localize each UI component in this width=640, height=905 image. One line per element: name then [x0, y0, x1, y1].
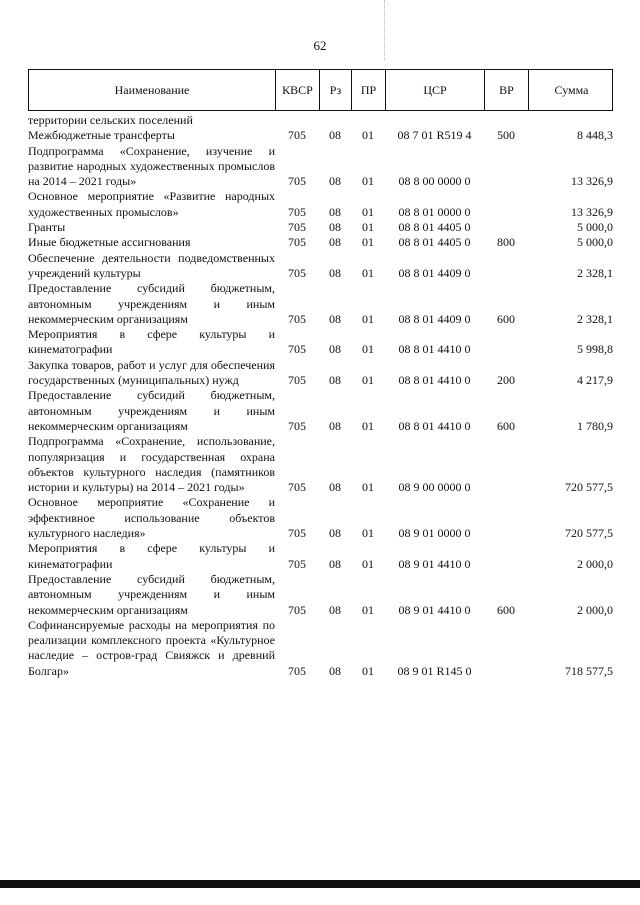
cell-csr: 08 8 00 0000 0: [398, 174, 471, 189]
cell-rz: 08: [329, 220, 341, 235]
cell-name: Межбюджетные трансферты: [28, 128, 175, 143]
cell-sum: 718 577,5: [565, 663, 613, 678]
cell-vr: [484, 618, 528, 679]
cell-pr: 01: [362, 556, 374, 571]
cell-pr: 01: [362, 311, 374, 326]
cell-sum: [528, 113, 613, 128]
budget-table: [28, 113, 613, 679]
cell-csr: 08 9 01 R145 0: [397, 663, 472, 678]
cell-kvsr: 705: [288, 235, 306, 250]
header-csr: ЦСР: [386, 70, 485, 110]
cell-vr: [484, 144, 528, 190]
cell-kvsr: 705: [288, 373, 306, 388]
cell-kvsr: 705: [288, 342, 306, 357]
cell-kvsr: 705: [288, 311, 306, 326]
cell-csr: 08 9 01 4410 0: [398, 602, 471, 617]
cell-csr: 08 7 01 R519 4: [397, 128, 472, 143]
cell-kvsr: 705: [288, 480, 306, 495]
cell-name: Гранты: [28, 220, 66, 235]
cell-pr: 01: [362, 342, 374, 357]
table-row: [28, 220, 613, 235]
cell-vr: 200: [497, 373, 515, 388]
cell-name: Мероприятия в сфере культуры и кинематографии: [28, 541, 275, 571]
cell-pr: 01: [362, 174, 374, 189]
cell-kvsr: 705: [288, 204, 306, 219]
cell-sum: 2 328,1: [577, 311, 613, 326]
cell-name: Обеспечение деятельности подведомственных учреждений культуры: [28, 250, 275, 280]
cell-kvsr: 705: [288, 265, 306, 280]
table-row: [28, 434, 613, 495]
cell-vr: [484, 113, 528, 128]
cell-vr: [484, 541, 528, 572]
cell-vr: [484, 251, 528, 282]
cell-sum: 8 448,3: [577, 128, 613, 143]
cell-vr: [484, 327, 528, 358]
cell-sum: 1 780,9: [577, 418, 613, 433]
cell-rz: 08: [329, 602, 341, 617]
cell-name: Подпрограмма «Сохранение, изучение и развитие народных художественных промыслов на 2014 – 2021 годы»: [28, 143, 275, 189]
cell-csr: 08 9 01 4410 0: [398, 556, 471, 571]
cell-kvsr: 705: [288, 526, 306, 541]
cell-csr: 08 8 01 4410 0: [398, 418, 471, 433]
cell-kvsr: 705: [288, 174, 306, 189]
cell-sum: 13 326,9: [571, 204, 613, 219]
cell-rz: 08: [329, 342, 341, 357]
cell-csr: 08 8 01 4409 0: [398, 311, 471, 326]
cell-csr: 08 9 01 0000 0: [398, 526, 471, 541]
header-pr: ПР: [352, 70, 386, 110]
cell-name: Софинансируемые расходы на мероприятия по реализации комплексного проекта «Культурное наследие – остров-град Свияжск и древний Болгар»: [28, 617, 275, 678]
table-row: [28, 189, 613, 220]
table-row: [28, 388, 613, 434]
cell-sum: 2 000,0: [577, 602, 613, 617]
header-name: Наименование: [29, 70, 276, 110]
table-row: [28, 541, 613, 572]
cell-csr: 08 8 01 0000 0: [398, 204, 471, 219]
cell-pr: 01: [362, 204, 374, 219]
cell-vr: [484, 220, 528, 235]
cell-name: Подпрограмма «Сохранение, использование, популяризация и государственная охрана объектов культурного наследия (памятников истории и культуры) на 2014 – 2021 годы»: [28, 434, 275, 495]
cell-pr: [351, 113, 385, 128]
cell-sum: 5 000,0: [577, 220, 613, 235]
cell-vr: 800: [497, 235, 515, 250]
cell-kvsr: 705: [288, 418, 306, 433]
header-vr: ВР: [485, 70, 529, 110]
cell-kvsr: 705: [288, 220, 306, 235]
cell-pr: 01: [362, 418, 374, 433]
cell-rz: 08: [329, 526, 341, 541]
cell-pr: 01: [362, 220, 374, 235]
cell-rz: 08: [329, 235, 341, 250]
table-row: [28, 358, 613, 389]
cell-kvsr: 705: [288, 128, 306, 143]
cell-sum: 2 328,1: [577, 265, 613, 280]
table-row: [28, 572, 613, 618]
cell-csr: 08 8 01 4405 0: [398, 220, 471, 235]
cell-vr: 600: [497, 602, 515, 617]
cell-csr: 08 8 01 4410 0: [398, 342, 471, 357]
cell-vr: 600: [497, 418, 515, 433]
page-number: 62: [313, 38, 327, 53]
cell-sum: 5 998,8: [577, 342, 613, 357]
cell-rz: 08: [329, 128, 341, 143]
cell-pr: 01: [362, 602, 374, 617]
table-row: [28, 113, 613, 128]
cell-name: Предоставление субсидий бюджетным, автономным учреждениям и иным некоммерческим организациям: [28, 571, 275, 617]
cell-csr: [385, 113, 484, 128]
cell-sum: 4 217,9: [577, 373, 613, 388]
cell-pr: 01: [362, 128, 374, 143]
cell-rz: 08: [329, 480, 341, 495]
cell-rz: 08: [329, 311, 341, 326]
cell-rz: 08: [329, 265, 341, 280]
cell-kvsr: 705: [288, 602, 306, 617]
cell-name: территории сельских поселений: [28, 113, 193, 127]
table-header: [28, 69, 613, 111]
cell-name: Предоставление субсидий бюджетным, автономным учреждениям и иным некоммерческим организациям: [28, 388, 275, 433]
cell-rz: [319, 113, 351, 128]
cell-name: Основное мероприятие «Развитие народных художественных промыслов»: [28, 189, 275, 219]
header-kvsr: КВСР: [276, 70, 320, 110]
cell-pr: 01: [362, 235, 374, 250]
cell-rz: 08: [329, 663, 341, 678]
scan-bottom-border: [0, 880, 640, 888]
cell-vr: 600: [497, 311, 515, 326]
cell-kvsr: [275, 113, 319, 128]
cell-rz: 08: [329, 204, 341, 219]
cell-vr: [484, 189, 528, 220]
table-row: [28, 251, 613, 282]
cell-pr: 01: [362, 526, 374, 541]
table-row: [28, 144, 613, 190]
cell-pr: 01: [362, 480, 374, 495]
table-row: [28, 618, 613, 679]
cell-kvsr: 705: [288, 556, 306, 571]
table-row: [28, 327, 613, 358]
table-row: [28, 128, 613, 143]
cell-rz: 08: [329, 373, 341, 388]
cell-sum: 5 000,0: [577, 235, 613, 250]
table-row: [28, 495, 613, 541]
cell-rz: 08: [329, 418, 341, 433]
cell-pr: 01: [362, 265, 374, 280]
cell-sum: 2 000,0: [577, 556, 613, 571]
cell-pr: 01: [362, 663, 374, 678]
cell-pr: 01: [362, 373, 374, 388]
cell-vr: [484, 495, 528, 541]
cell-name: Мероприятия в сфере культуры и кинематографии: [28, 327, 275, 357]
cell-sum: 13 326,9: [571, 174, 613, 189]
cell-vr: [484, 434, 528, 495]
cell-rz: 08: [329, 556, 341, 571]
cell-rz: 08: [329, 174, 341, 189]
cell-csr: 08 8 01 4409 0: [398, 265, 471, 280]
cell-vr: 500: [497, 128, 515, 143]
cell-name: Основное мероприятие «Сохранение и эффективное использование объектов культурного наследия»: [28, 495, 275, 541]
cell-name: Иные бюджетные ассигнования: [28, 235, 191, 250]
cell-name: Предоставление субсидий бюджетным, автономным учреждениям и иным некоммерческим организациям: [28, 281, 275, 326]
table-row: [28, 235, 613, 250]
cell-sum: 720 577,5: [565, 526, 613, 541]
header-rz: Рз: [320, 70, 352, 110]
table-row: [28, 281, 613, 327]
cell-kvsr: 705: [288, 663, 306, 678]
cell-csr: 08 9 00 0000 0: [398, 480, 471, 495]
cell-sum: 720 577,5: [565, 480, 613, 495]
cell-csr: 08 8 01 4410 0: [398, 373, 471, 388]
cell-csr: 08 8 01 4405 0: [398, 235, 471, 250]
cell-name: Закупка товаров, работ и услуг для обеспечения государственных (муниципальных) нужд: [28, 357, 275, 388]
header-sum: Сумма: [554, 83, 589, 97]
